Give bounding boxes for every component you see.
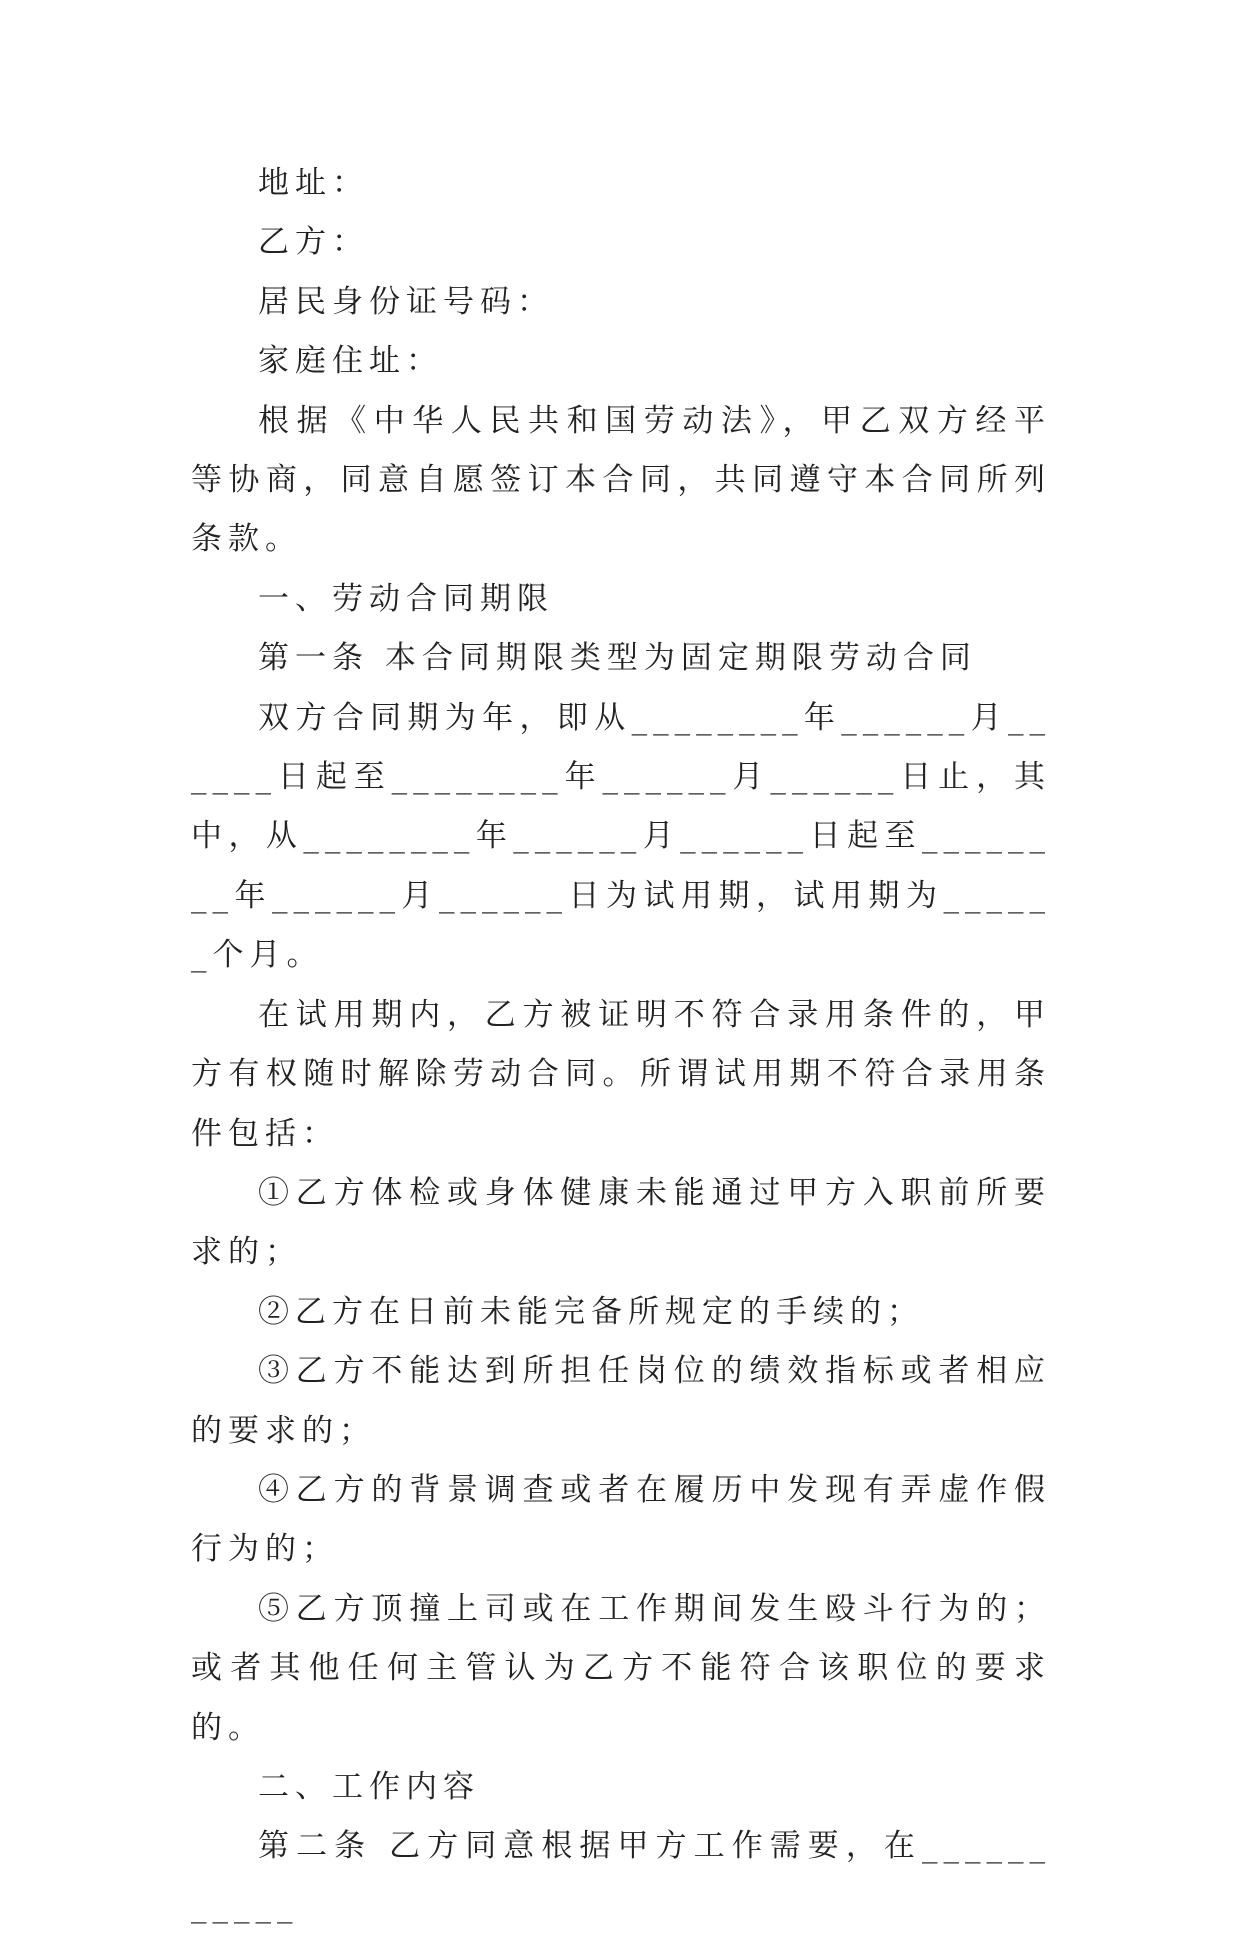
preamble-paragraph: 根据《中华人民共和国劳动法》，甲乙双方经平等协商，同意自愿签订本合同，共同遵守本合同所列条款。: [191, 402, 1051, 558]
article-two: 第二条 乙方同意根据甲方工作需要，在___________: [191, 1828, 1051, 1924]
party-b-label: 乙方：: [258, 224, 369, 261]
contract-period-paragraph: 双方合同期为年，即从________年______月______日起至________年______月______日止，其中，从________年______月______日起至________年______月______日为试用期，试用期为______个月。: [191, 699, 1051, 974]
id-number-label: 居民身份证号码：: [258, 283, 554, 320]
article-one: 第一条 本合同期限类型为固定期限劳动合同: [258, 640, 977, 677]
probation-paragraph: 在试用期内，乙方被证明不符合录用条件的，甲方有权随时解除劳动合同。所谓试用期不符合录用条件包括：: [191, 996, 1051, 1152]
probation-item-4: ④乙方的背景调查或者在履历中发现有弄虚作假行为的；: [191, 1471, 1051, 1568]
party-a-address: 地址：: [258, 165, 369, 201]
section-heading-work: 二、工作内容: [258, 1768, 480, 1805]
probation-item-1: ①乙方体检或身体健康未能通过甲方入职前所要求的；: [191, 1174, 1051, 1271]
document-body: [191, 154, 1051, 1936]
probation-item-5: ⑤乙方顶撞上司或在工作期间发生殴斗行为的；或者其他任何主管认为乙方不能符合该职位的要求的。: [191, 1590, 1051, 1746]
probation-item-3: ③乙方不能达到所担任岗位的绩效指标或者相应的要求的；: [191, 1353, 1051, 1449]
home-address-label: 家庭住址：: [258, 343, 443, 380]
section-heading-term: 一、劳动合同期限: [258, 580, 554, 617]
probation-item-2: ②乙方在日前未能完备所规定的手续的；: [258, 1293, 924, 1330]
